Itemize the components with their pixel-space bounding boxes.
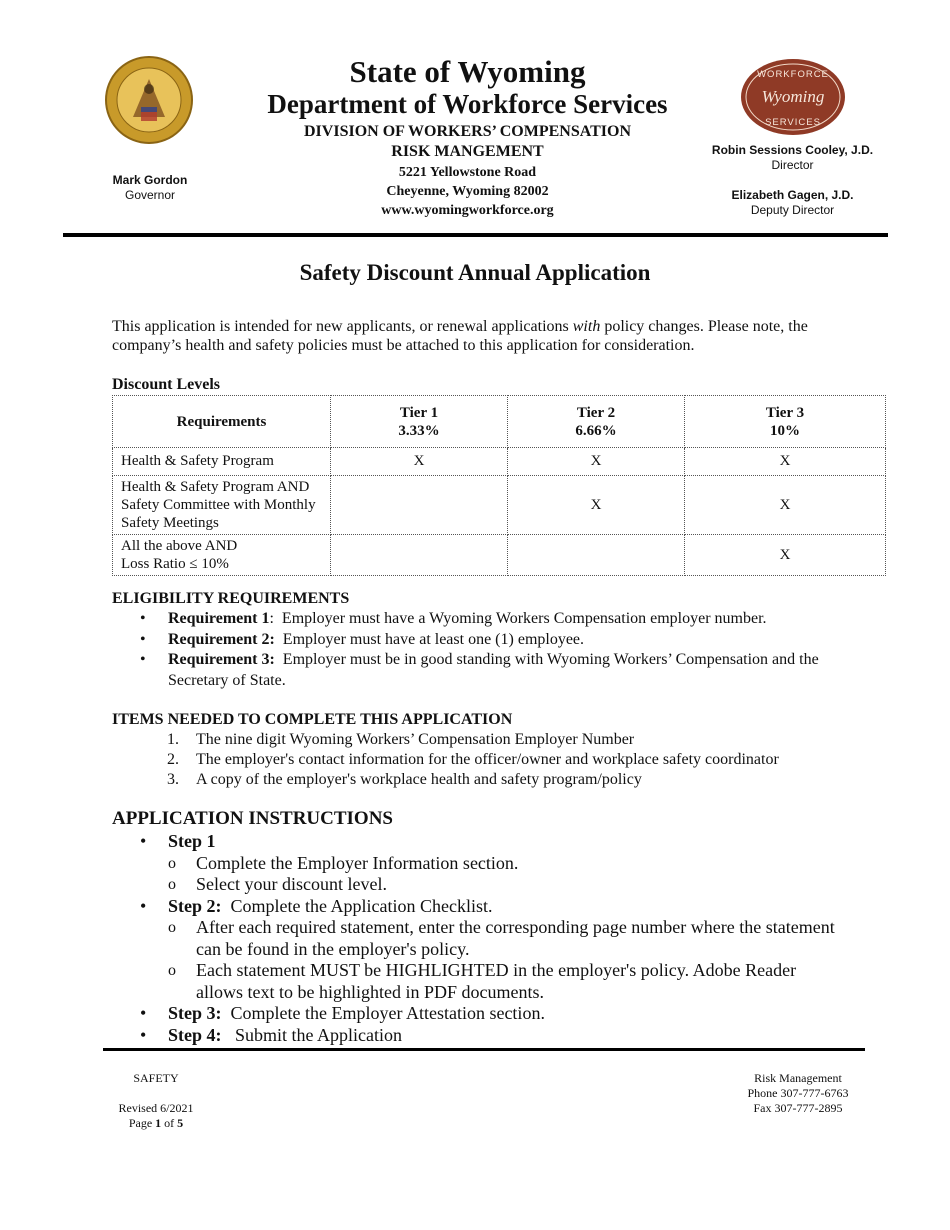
logo-text-middle: Wyoming	[761, 87, 825, 106]
list-item	[140, 609, 840, 630]
tier3-cell: X	[685, 476, 886, 535]
page-of: of	[161, 1116, 178, 1130]
tier-name: Tier 3	[765, 404, 805, 421]
intro-emphasis: with	[572, 318, 601, 335]
logo-text-bottom: SERVICES	[765, 117, 821, 128]
requirement-cell	[113, 535, 331, 576]
substep-item	[168, 960, 840, 1003]
footer-category: SAFETY	[133, 1071, 179, 1085]
step-label: Step 2:	[168, 895, 222, 916]
requirement-label: Requirement 2:	[168, 630, 275, 648]
item-number: 2.	[167, 751, 179, 768]
requirement-label: Requirement 3:	[168, 651, 275, 668]
requirement-text: Employer must have a Wyoming Workers Compensation employer number.	[281, 610, 767, 627]
tier2-cell: X	[508, 448, 685, 476]
tier1-cell	[331, 535, 508, 576]
bullet-icon: •	[140, 1024, 147, 1045]
requirement-cell	[113, 448, 331, 476]
instructions-list	[140, 831, 840, 1046]
circle-bullet-icon: o	[168, 962, 176, 979]
footer-office: Risk Management	[754, 1071, 842, 1085]
governor-block	[60, 173, 240, 203]
requirement-sep	[275, 651, 283, 668]
table-row	[113, 535, 886, 576]
website-link[interactable]: www.wyomingworkforce.org	[381, 203, 554, 218]
requirement-label: Requirement 1	[168, 610, 270, 627]
substep-text: Select your discount level.	[196, 874, 387, 894]
officials-block	[690, 143, 895, 218]
items-needed-heading: ITEMS NEEDED TO COMPLETE THIS APPLICATION	[112, 711, 513, 728]
letterhead	[230, 56, 705, 221]
state-seal	[103, 55, 195, 145]
step-text: Complete the Employer Attestation section.	[221, 1003, 545, 1023]
step-label: Step 3:	[168, 1003, 222, 1023]
eligibility-list	[140, 609, 840, 691]
circle-bullet-icon: o	[168, 854, 176, 872]
street-address: 5221 Yellowstone Road	[398, 165, 537, 180]
bullet-icon: •	[140, 630, 146, 648]
item-text: The employer's contact information for the officer/owner and workplace safety coordinator	[196, 751, 779, 768]
items-needed-list	[167, 730, 867, 790]
list-item	[140, 630, 840, 651]
step-text: Submit the Application	[221, 1024, 402, 1045]
footer-left	[100, 1071, 212, 1131]
bullet-icon: •	[140, 895, 147, 916]
discount-levels-table	[112, 395, 886, 576]
header-divider	[63, 233, 888, 237]
bullet-icon: •	[140, 1003, 147, 1023]
step-label: Step 4:	[168, 1024, 222, 1045]
step-item	[140, 1003, 840, 1025]
circle-bullet-icon: o	[168, 876, 176, 893]
intro-text-start: This application is intended for new applicants, or renewal applications	[112, 318, 573, 335]
requirement-line: Safety Meetings	[121, 515, 219, 531]
list-item	[167, 750, 867, 770]
requirement-sep: :	[269, 610, 282, 627]
tier2-header	[508, 396, 685, 448]
requirements-header: Requirements	[113, 396, 331, 448]
requirement-sep	[275, 631, 283, 648]
deputy-director-name: Elizabeth Gagen, J.D.	[731, 188, 854, 202]
step-item	[140, 896, 840, 1004]
deputy-director-title: Deputy Director	[750, 203, 835, 217]
workforce-services-logo	[739, 57, 847, 137]
tier3-cell: X	[685, 448, 886, 476]
discount-levels-label: Discount Levels	[112, 376, 220, 393]
governor-name: Mark Gordon	[112, 173, 188, 187]
bullet-icon: •	[140, 610, 146, 627]
page-total: 5	[177, 1116, 184, 1130]
tier-rate: 6.66%	[575, 422, 617, 439]
division-name: DIVISION OF WORKERS’ COMPENSATION	[304, 123, 631, 140]
tier-name: Tier 1	[399, 404, 439, 421]
tier3-header	[685, 396, 886, 448]
instructions-heading: APPLICATION INSTRUCTIONS	[112, 808, 394, 829]
footer-right	[722, 1071, 874, 1116]
intro-paragraph	[112, 317, 852, 355]
requirement-cell	[113, 476, 331, 535]
step-text: Complete the Application Checklist.	[221, 895, 493, 916]
tier-rate: 10%	[770, 422, 800, 439]
director-name: Robin Sessions Cooley, J.D.	[711, 143, 874, 157]
list-item	[167, 730, 867, 750]
tier3-cell: X	[685, 535, 886, 576]
requirement-text: Employer must be in good standing with Wyoming Workers’ Compensation and the Secretary of State.	[168, 651, 819, 689]
list-item	[140, 650, 840, 691]
city-address: Cheyenne, Wyoming 82002	[386, 184, 549, 199]
requirement-line: Safety Committee with Monthly	[121, 497, 316, 513]
logo-text-top: WORKFORCE	[757, 69, 829, 80]
item-text: A copy of the employer's workplace health and safety program/policy	[196, 771, 642, 788]
substep-text: After each required statement, enter the corresponding page number where the statement can be found in the employer's policy.	[196, 917, 835, 959]
step-item	[140, 1025, 840, 1047]
department-name: Department of Workforce Services	[267, 89, 668, 119]
director-title: Director	[771, 158, 814, 172]
footer-fax: Fax 307-777-2895	[753, 1101, 843, 1115]
step-substeps	[168, 853, 840, 896]
substep-item	[168, 853, 840, 875]
item-number: 3.	[167, 771, 179, 788]
bullet-icon: •	[140, 651, 146, 668]
page-prefix: Page	[128, 1116, 156, 1130]
requirement-line: Health & Safety Program AND	[121, 479, 310, 495]
requirement-line: Health & Safety Program	[121, 453, 274, 469]
revision-date: Revised 6/2021	[118, 1101, 194, 1115]
item-number: 1.	[167, 731, 179, 748]
tier1-cell	[331, 476, 508, 535]
unit-name: RISK MANGEMENT	[391, 143, 544, 160]
substep-text: Each statement MUST be HIGHLIGHTED in the employer's policy. Adobe Reader allows text to be highlighted in PDF documents.	[196, 960, 797, 1002]
step-substeps	[168, 917, 840, 1003]
page-indicator	[100, 1116, 212, 1131]
bullet-icon: •	[140, 831, 147, 851]
intro-text-end: policy changes. Please note, the company’s health and safety policies must be attached to this application for consideration.	[112, 318, 808, 354]
tier-name: Tier 2	[576, 404, 616, 421]
tier-rate: 3.33%	[398, 422, 440, 439]
step-item	[140, 831, 840, 896]
item-text: The nine digit Wyoming Workers’ Compensation Employer Number	[196, 731, 635, 748]
table-row	[113, 448, 886, 476]
page-number: 1	[155, 1116, 162, 1130]
substep-item	[168, 917, 840, 960]
step-label: Step 1	[168, 831, 216, 851]
eligibility-heading: ELIGIBILITY REQUIREMENTS	[112, 590, 350, 607]
requirement-text: Employer must have at least one (1) employee.	[282, 630, 585, 648]
tier1-header	[331, 396, 508, 448]
circle-bullet-icon: o	[168, 919, 176, 936]
tier1-cell: X	[331, 448, 508, 476]
state-name: State of Wyoming	[349, 54, 586, 89]
list-item	[167, 770, 867, 790]
requirement-line: All the above AND	[121, 538, 238, 554]
table-row	[113, 476, 886, 535]
table-header-row	[113, 396, 886, 448]
page-title: Safety Discount Annual Application	[299, 260, 651, 285]
tier2-cell	[508, 535, 685, 576]
substep-text: Complete the Employer Information section.	[196, 852, 519, 873]
footer-divider	[103, 1048, 865, 1051]
tier2-cell: X	[508, 476, 685, 535]
substep-item	[168, 874, 840, 896]
governor-title: Governor	[124, 188, 176, 202]
footer-phone: Phone 307-777-6763	[747, 1086, 849, 1100]
requirement-line: Loss Ratio ≤ 10%	[121, 556, 229, 572]
